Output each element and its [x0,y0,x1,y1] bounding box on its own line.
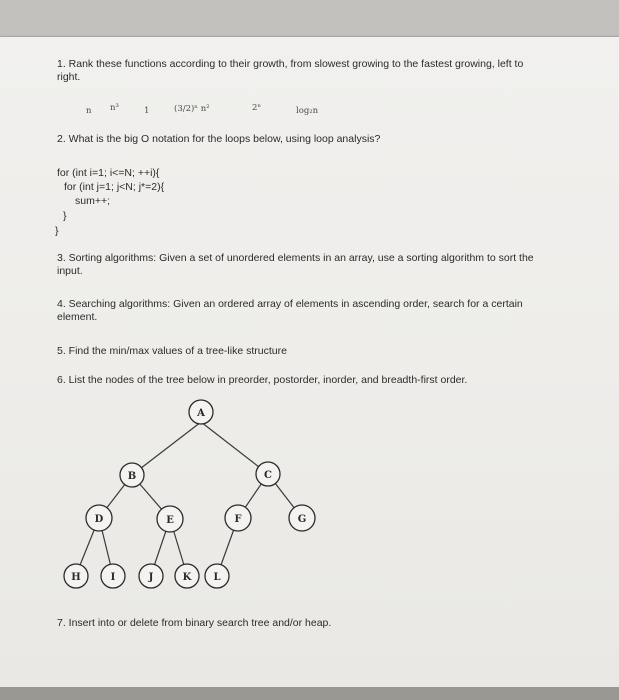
tree-edges [76,422,302,576]
svg-text:B: B [127,471,137,482]
q1-text-line2: right. [57,71,81,83]
tree-node-i [101,564,125,588]
svg-text:L: L [213,572,221,583]
svg-text:A: A [197,408,205,419]
q7-text: 7. Insert into or delete from binary search tree and/or heap. [57,617,332,629]
code-line-close-outer: } [55,225,59,237]
edge-A-B [132,422,201,475]
function-two-pow-n: 2ⁿ [252,103,262,113]
q3-text-line1: 3. Sorting algorithms: Given a set of unordered elements in an array, use a sorting algorithm to sort the [57,252,534,264]
svg-text:I: I [110,572,116,583]
svg-text:D: D [94,514,104,525]
function-n-cubed: n³ [110,103,119,113]
function-exp-poly: (3/2)ⁿ n² [174,104,210,114]
edge-A-C [201,422,268,474]
function-n: n [86,106,92,116]
tree-node-c [256,462,280,486]
tree-node-b [120,463,144,487]
tree-node-d [86,505,112,531]
q4-text-line1: 4. Searching algorithms: Given an ordered array of elements in ascending order, search for a certain [57,298,523,310]
svg-text:C: C [264,470,272,481]
tree-node-k [175,564,199,588]
svg-text:J: J [148,572,154,583]
code-line-body: sum++; [75,195,111,207]
tree-node-l [205,564,229,588]
q4-text-line2: element. [57,311,98,323]
q3-text-line2: input. [57,265,83,277]
function-log: log₂n [296,106,319,116]
tree-node-f [225,505,251,531]
svg-text:K: K [182,572,192,583]
code-line-outer-loop: for (int i=1; i<=N; ++i){ [57,167,160,179]
tree-node-a [189,400,213,424]
code-line-inner-loop: for (int j=1; j<N; j*=2){ [64,181,165,193]
tree-node-j [139,564,163,588]
tree-node-e [157,506,183,532]
q5-text: 5. Find the min/max values of a tree-like structure [57,345,287,357]
svg-text:G: G [297,514,307,525]
svg-text:E: E [166,515,174,526]
tree-node-g [289,505,315,531]
q2-text: 2. What is the big O notation for the loops below, using loop analysis? [57,133,381,145]
function-constant: 1 [144,106,150,116]
q1-text-line1: 1. Rank these functions according to their growth, from slowest growing to the fastest growing, left to [57,58,524,70]
svg-text:H: H [71,572,81,583]
code-line-close-inner: } [63,210,67,222]
svg-text:F: F [234,514,242,525]
tree-node-h [64,564,88,588]
q6-text: 6. List the nodes of the tree below in preorder, postorder, inorder, and breadth-first order. [57,374,468,386]
